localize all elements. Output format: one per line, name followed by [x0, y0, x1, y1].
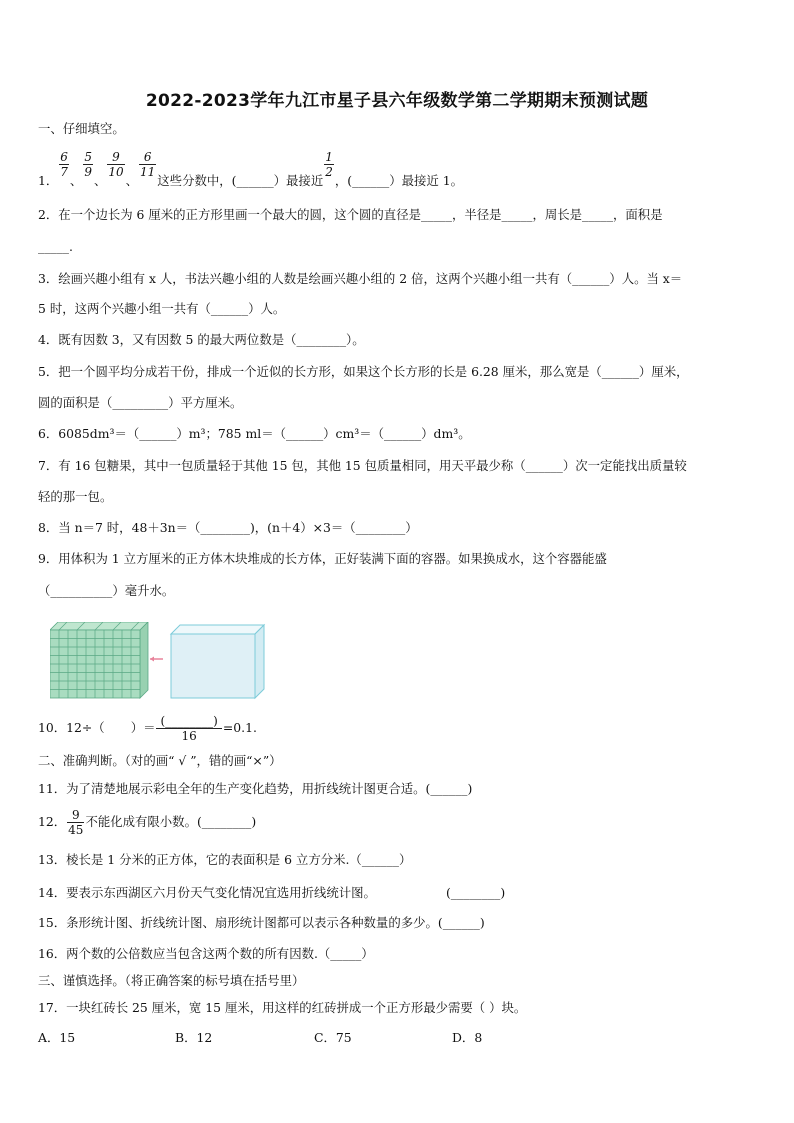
question-10-suffix: =0.1.	[222, 720, 257, 735]
fraction-9-10: $\frac{9}{10}$	[108, 150, 124, 179]
question-5-line-2: 圆的面积是（_________）平方厘米。	[38, 395, 243, 410]
question-1-text-b: ，(______）最接近 1。	[334, 173, 464, 188]
option-a: A．15	[38, 1030, 76, 1045]
container-figure	[50, 622, 270, 702]
question-1: 1． $\frac{6}{7}$ 、 $\frac{5}{9}$ 、 $\frac{9}{10}$ 、 $\frac{6}{11}$ 这些分数中，(______）最接近 $\frac{1}{2}$ ，(______）最接近 1。	[38, 150, 464, 188]
option-c: C．75	[314, 1030, 352, 1045]
question-7-line-1: 7．有 16 包糖果，其中一包质量轻于其他 15 包，其他 15 包质量相同，用天平最少称（______）次一定能找出质量较	[38, 458, 687, 473]
fraction-9-45: $\frac{9}{45}$	[68, 808, 84, 837]
question-12: 12． $\frac{9}{45}$ 不能化成有限小数。(________)	[38, 808, 257, 837]
question-3-line-1: 3．绘画兴趣小组有 x 人，书法兴趣小组的人数是绘画兴趣小组的 2 倍，这两个兴趣小组一共有（______）人。当 x＝	[38, 271, 683, 286]
question-4: 4．既有因数 3，又有因数 5 的最大两位数是（________）。	[38, 332, 365, 347]
question-1-text-a: 这些分数中，(______）最接近	[157, 173, 324, 188]
question-17: 17．一块红砖长 25 厘米，宽 15 厘米，用这样的红砖拼成一个正方形最少需要（ ）块。	[38, 1000, 527, 1015]
section-2-heading: 二、准确判断。（对的画“ √ ”，错的画“×”）	[38, 753, 282, 768]
question-14: 14．要表示东西湖区六月份天气变化情况宜选用折线统计图。 (________)	[38, 885, 506, 900]
arrow-icon	[150, 657, 163, 662]
fraction-5-9: $\frac{5}{9}$	[84, 150, 92, 179]
question-15: 15．条形统计图、折线统计图、扇形统计图都可以表示各种数量的多少。(______)	[38, 915, 485, 930]
empty-container-figure	[171, 625, 264, 698]
question-9-line-2: （__________）毫升水。	[38, 583, 175, 598]
question-10-prefix: 10．12÷（	[38, 720, 105, 735]
section-1-heading: 一、仔细填空。	[38, 121, 125, 136]
question-2-line-1: 2．在一个边长为 6 厘米的正方形里画一个最大的圆，这个圆的直径是_____，半径是_____，周长是_____，面积是	[38, 207, 663, 222]
question-9-line-1: 9．用体积为 1 立方厘米的正方体木块堆成的长方体，正好装满下面的容器。如果换成水，这个容器能盛	[38, 551, 607, 566]
question-11: 11．为了清楚地展示彩电全年的生产变化趋势，用折线统计图更合适。(______)	[38, 781, 473, 796]
question-16: 16．两个数的公倍数应当包含这两个数的所有因数.（_____）	[38, 946, 374, 961]
option-d: D．8	[452, 1030, 483, 1045]
page-title: 2022-2023学年九江市星子县六年级数学第二学期期末预测试题	[145, 91, 649, 111]
fraction-6-11: $\frac{6}{11}$	[140, 150, 156, 179]
question-10: 10．12÷（ ）＝ $\frac{(\_\_\_\_\_\_\_\_)}{16}$ =0.1.	[38, 714, 257, 743]
question-8: 8．当 n＝7 时，48＋3n＝（________)，(n＋4）×3＝（________）	[38, 520, 418, 535]
section-3-heading: 三、谨慎选择。（将正确答案的标号填在括号里）	[38, 973, 305, 988]
question-6: 6．6085dm³＝（______）m³；785 ml＝（______）cm³＝（______）dm³。	[38, 426, 471, 441]
fraction-6-7: $\frac{6}{7}$	[60, 150, 68, 179]
question-1-number: 1．	[38, 173, 59, 188]
option-b: B．12	[175, 1030, 213, 1045]
fraction-1-2: $\frac{1}{2}$	[325, 150, 333, 179]
question-7-line-2: 轻的那一包。	[38, 489, 113, 504]
question-10-fraction: $\frac{(\_\_\_\_\_\_\_\_)}{16}$	[156, 714, 221, 743]
question-3-line-2: 5 时，这两个兴趣小组一共有（______）人。	[38, 301, 286, 316]
question-13: 13．棱长是 1 分米的正方体，它的表面积是 6 立方分米.（______）	[38, 852, 412, 867]
question-5-line-1: 5．把一个圆平均分成若干份，排成一个近似的长方形，如果这个长方形的长是 6.28 厘米，那么宽是（______）厘米，	[38, 364, 689, 379]
cube-stack-figure	[50, 622, 148, 698]
question-2-line-2: _____.	[38, 239, 73, 254]
